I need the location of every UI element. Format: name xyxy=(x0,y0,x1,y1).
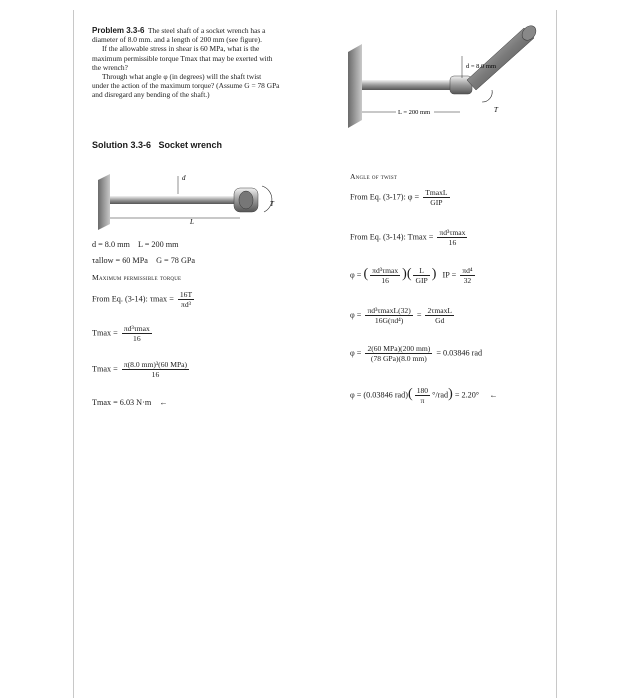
frac-16T-over-pid3 xyxy=(178,290,194,309)
fig-label-L: L xyxy=(190,218,194,226)
frac-180-pi xyxy=(415,386,430,405)
problem-number: Problem 3.3-6 xyxy=(92,26,145,35)
eq-phi-substitute: φ = ( $\frac{\text{πd³τmax}}{16}$ )( $\frac{L}{\text{GIP}}$ ) IP = $\frac{\text{πd⁴}}{32}$ xyxy=(350,266,473,285)
eq-317-label: From Eq. (3-17): φ = xyxy=(350,192,420,202)
frac-ip xyxy=(460,266,474,285)
problem-line-8: and disregard any bending of the shaft.) xyxy=(92,90,210,100)
fig-label-T: T xyxy=(270,200,274,208)
problem-line-6: Through what angle φ (in degrees) will the shaft twist xyxy=(102,72,262,82)
frac-tm xyxy=(437,228,467,247)
tmax-result xyxy=(92,398,168,407)
frac-den: Gd xyxy=(435,316,445,325)
phi4-unit: °/rad xyxy=(432,390,449,400)
eq-phi-degrees: φ = (0.03846 rad)( $\frac{180}{\pi}$ °/rad) = 2.20° ← xyxy=(350,386,498,405)
frac-den: 16 xyxy=(133,334,141,343)
problem-line-4: maximum permissible torque Tmax that may be exerted with xyxy=(92,53,273,63)
tmax-result-text: Tmax = 6.03 N·m xyxy=(92,398,152,407)
given-tau: τallow = 60 MPa xyxy=(92,256,148,265)
frac-den: 16 xyxy=(448,238,457,247)
eq-314-tau xyxy=(92,290,196,309)
eq-314b-label: From Eq. (3-14): Tmax = xyxy=(350,232,434,242)
eq-314-tmax xyxy=(350,228,469,247)
given-tau-G xyxy=(92,256,195,265)
shaft xyxy=(362,80,460,90)
frac-num: TmaxL xyxy=(425,188,448,197)
fig-label-T: T xyxy=(494,106,498,114)
tmax-lhs: Tmax = xyxy=(92,364,118,374)
document-page xyxy=(73,10,557,698)
torque-arrow xyxy=(482,90,492,102)
frac-phi2b xyxy=(425,306,454,325)
problem-line-1: The steel shaft of a socket wrench has a xyxy=(148,26,266,35)
eq-tmax-numeric xyxy=(92,360,191,379)
eq-phi-numeric: φ = $\frac{\text{2(60 MPa)(200 mm)}}{\text{(78 GPa)(8.0 mm)}}$ = 0.03846 rad xyxy=(350,344,483,363)
given-G: G = 78 GPa xyxy=(156,256,196,265)
solution-wrench-figure xyxy=(94,166,284,232)
frac-num: πd³τmax xyxy=(439,228,466,237)
max-torque-heading: Maximum permissible torque xyxy=(92,273,182,282)
given-d-L xyxy=(92,240,179,249)
frac-den: 32 xyxy=(463,276,472,285)
answer-arrow: ← xyxy=(489,390,498,400)
given-d: d = 8.0 mm xyxy=(92,240,130,249)
shaft xyxy=(110,196,240,204)
problem-line-7: under the action of the maximum torque? (Assume G = 78 GPa xyxy=(92,81,280,91)
frac-num: 16T xyxy=(179,290,193,299)
frac-phi2 xyxy=(365,306,412,325)
frac-num: πd³τmaxL(32) xyxy=(367,306,411,315)
wall-block xyxy=(348,44,362,128)
frac-num: π(8.0 mm)³(60 MPa) xyxy=(123,360,188,369)
angle-heading: Angle of twist xyxy=(350,172,398,181)
frac-phi3 xyxy=(365,344,432,363)
frac-tmax-numeric xyxy=(122,360,189,379)
frac-phi-a xyxy=(370,266,400,285)
problem-line-5: the wrench? xyxy=(92,62,128,72)
frac-num: πd⁴ xyxy=(462,266,473,275)
phi3-result: = 0.03846 rad xyxy=(436,348,483,358)
frac-num: πd³τmax xyxy=(123,324,150,333)
problem-line-2: diameter of 8.0 mm. and a length of 200 mm (see figure). xyxy=(92,35,262,45)
solution-subtitle: Socket wrench xyxy=(158,140,223,150)
eq-317-phi xyxy=(350,188,452,207)
given-L: L = 200 mm xyxy=(138,240,179,249)
frac-tmax xyxy=(122,324,152,343)
frac-den: (78 GPa)(8.0 mm) xyxy=(370,354,427,363)
eq-phi-simplify: φ = $\frac{\text{πd³τmaxL(32)}}{\text{16G(πd⁴)}}$ = $\frac{2\tau\max L}{Gd}$ xyxy=(350,306,453,325)
phi4-lhs: φ = (0.03846 rad) xyxy=(350,390,409,400)
fig-label-d: d = 8.0 mm xyxy=(466,63,497,70)
answer-arrow: ← xyxy=(159,398,168,407)
frac-phi-b xyxy=(413,266,429,285)
fig-label-d: d xyxy=(182,174,186,182)
solution-number: Solution 3.3-6 xyxy=(92,140,152,150)
frac-den: GIP xyxy=(430,198,443,207)
fig-label-L: L = 200 mm xyxy=(398,109,431,116)
frac-den: π xyxy=(420,396,425,405)
torque-arrow xyxy=(262,186,272,212)
solution-title xyxy=(92,140,222,150)
problem-line-3: If the allowable stress in shear is 60 MPa, what is the xyxy=(102,44,260,54)
ip-lhs: IP = xyxy=(442,270,457,280)
frac-den: 16 xyxy=(381,276,389,285)
wall-block xyxy=(98,174,110,230)
frac-num: L xyxy=(413,266,429,276)
phi4-result: = 2.20° xyxy=(454,390,480,400)
frac-num: 180 xyxy=(416,386,429,395)
frac-num: πd³τmax xyxy=(372,266,399,275)
frac-num: 2(60 MPa)(200 mm) xyxy=(367,344,431,353)
frac-den: πd³ xyxy=(181,300,191,309)
problem-wrench-figure xyxy=(342,20,542,130)
frac-den: GIP xyxy=(415,276,428,285)
problem-statement xyxy=(92,26,352,100)
frac-den: 16G(πd⁴) xyxy=(374,316,404,325)
socket-end xyxy=(239,191,253,209)
eq-tmax xyxy=(92,324,154,343)
frac-phi xyxy=(423,188,449,207)
eq-314-label: From Eq. (3-14): τmax = xyxy=(92,294,174,304)
frac-num: 2τmaxL xyxy=(427,306,453,315)
tmax-lhs: Tmax = xyxy=(92,328,118,338)
frac-den: 16 xyxy=(151,370,160,379)
